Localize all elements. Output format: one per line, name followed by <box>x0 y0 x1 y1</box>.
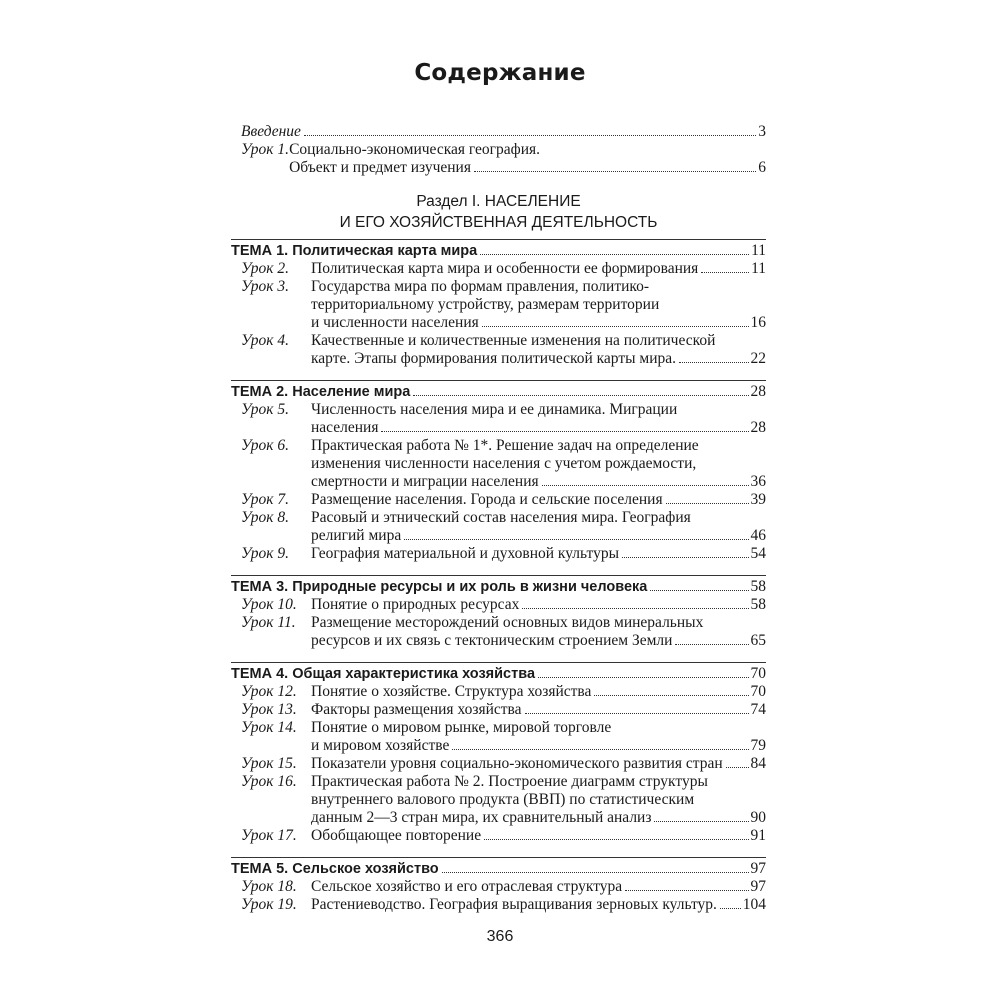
toc-entry <box>231 545 766 563</box>
toc-entry <box>231 701 766 719</box>
toc-entry <box>231 827 766 845</box>
lesson-line: изменения численности населения с учетом рождаемости, <box>311 455 697 472</box>
theme-block <box>231 857 766 914</box>
lesson-page-number: 90 <box>750 809 766 826</box>
lesson-label: Урок 18. <box>241 878 297 895</box>
dot-leader <box>679 362 748 363</box>
lesson-last-line <box>311 260 766 278</box>
lesson-label: Урок 19. <box>241 896 297 913</box>
toc-entry <box>231 509 766 545</box>
lesson-line: Государства мира по формам правления, политико- <box>311 278 650 295</box>
lesson-text <box>289 141 766 177</box>
lesson-text <box>311 278 766 332</box>
lesson-last-line <box>311 683 766 701</box>
lesson-last-line <box>311 701 766 719</box>
lesson-last-line <box>311 314 766 332</box>
theme-page-number: 58 <box>750 578 766 595</box>
lesson-last-line <box>311 809 766 827</box>
lesson-line: Понятие о мировом рынке, мировой торговле <box>311 719 612 736</box>
lesson-text <box>311 878 766 896</box>
dot-leader <box>304 135 756 136</box>
theme-heading <box>231 242 766 260</box>
lesson-label: Урок 4. <box>241 332 290 349</box>
lesson-page-number: 36 <box>750 473 766 490</box>
theme-page-number: 28 <box>750 383 766 400</box>
lesson-label: Урок 16. <box>241 773 297 790</box>
lesson-last-line <box>289 159 766 177</box>
lesson-page-number: 65 <box>750 632 766 649</box>
lesson-title: Показатели уровня социально-экономического развития стран <box>311 755 723 772</box>
lesson-last-line <box>311 545 766 563</box>
lesson-label: Урок 17. <box>241 827 297 844</box>
lesson-text <box>311 719 766 755</box>
theme-spacer <box>231 368 766 374</box>
toc-entry <box>231 332 766 368</box>
lesson-title: Объект и предмет изучения <box>289 159 471 176</box>
lesson-text <box>311 491 766 509</box>
dot-leader <box>522 608 748 609</box>
lesson-line: Практическая работа № 1*. Решение задач на определение <box>311 437 699 454</box>
theme-title: ТЕМА 5. Сельское хозяйство <box>231 861 439 877</box>
lesson-page-number: 58 <box>750 596 766 613</box>
lesson-text <box>311 401 766 437</box>
lesson-label: Урок 10. <box>241 596 297 613</box>
lesson-title: Сельское хозяйство и его отраслевая структура <box>311 878 623 895</box>
lesson-label: Урок 13. <box>241 701 297 718</box>
section-heading <box>231 191 766 233</box>
lesson-line: Численность населения мира и ее динамика. Миграции <box>311 401 678 418</box>
lesson-title: Факторы размещения хозяйства <box>311 701 522 718</box>
dot-leader <box>538 677 748 678</box>
lesson-page-number: 54 <box>750 545 766 562</box>
lesson-text <box>311 773 766 827</box>
theme-title: ТЕМА 2. Население мира <box>231 384 411 400</box>
lesson-text <box>311 755 766 773</box>
lesson-page-number: 28 <box>750 419 766 436</box>
toc-entry <box>231 123 766 141</box>
toc-entry <box>231 755 766 773</box>
lesson-text <box>311 614 766 650</box>
theme-heading <box>231 665 766 683</box>
theme-page-number: 11 <box>751 242 766 259</box>
lesson-page-number: 6 <box>758 159 766 176</box>
lesson-title: и численности населения <box>311 314 479 331</box>
theme-heading <box>231 383 766 401</box>
toc-entry <box>231 596 766 614</box>
lesson-line: Качественные и количественные изменения на политической <box>311 332 716 349</box>
lesson-label: Введение <box>241 123 301 140</box>
dot-leader <box>701 272 749 273</box>
lesson-title: География материальной и духовной культуры <box>311 545 619 562</box>
dot-leader <box>625 890 748 891</box>
lesson-last-line <box>311 596 766 614</box>
lesson-last-line <box>311 896 766 914</box>
lesson-page-number: 84 <box>750 755 766 772</box>
lesson-page-number: 3 <box>758 123 766 140</box>
toc-entry <box>231 141 766 177</box>
theme-title: ТЕМА 4. Общая характеристика хозяйства <box>231 666 536 682</box>
lesson-label: Урок 5. <box>241 401 290 418</box>
theme-spacer <box>231 845 766 851</box>
theme-spacer <box>231 563 766 569</box>
lesson-last-line <box>311 491 766 509</box>
lesson-label: Урок 2. <box>241 260 290 277</box>
lesson-last-line <box>311 878 766 896</box>
lesson-last-line <box>301 123 766 141</box>
lesson-title: Понятие о хозяйстве. Структура хозяйства <box>311 683 592 700</box>
table-of-contents <box>231 123 766 914</box>
lesson-label: Урок 9. <box>241 545 290 562</box>
theme-page-number: 70 <box>750 665 766 682</box>
lesson-title: Политическая карта мира и особенности ее формирования <box>311 260 699 277</box>
lesson-title: Растениеводство. География выращивания зерновых культур. <box>311 896 717 913</box>
lesson-page-number: 70 <box>750 683 766 700</box>
lesson-text <box>311 596 766 614</box>
lesson-title: и мировом хозяйстве <box>311 737 450 754</box>
lesson-label: Урок 14. <box>241 719 297 736</box>
section-heading-line: И ЕГО ХОЗЯЙСТВЕННАЯ ДЕЯТЕЛЬНОСТЬ <box>339 214 658 231</box>
lesson-line: Размещение месторождений основных видов минеральных <box>311 614 704 631</box>
toc-entry <box>231 614 766 650</box>
lesson-last-line <box>311 527 766 545</box>
lesson-last-line <box>311 737 766 755</box>
lesson-text <box>311 701 766 719</box>
lesson-page-number: 22 <box>750 350 766 367</box>
lesson-last-line <box>311 827 766 845</box>
lesson-page-number: 104 <box>742 896 766 913</box>
theme-heading <box>231 578 766 596</box>
dot-leader <box>482 326 749 327</box>
lesson-title: ресурсов и их связь с тектоническим строением Земли <box>311 632 673 649</box>
lesson-page-number: 79 <box>750 737 766 754</box>
lesson-title: религий мира <box>311 527 402 544</box>
theme-block <box>231 662 766 845</box>
lesson-text <box>311 545 766 563</box>
toc-entry <box>231 278 766 332</box>
dot-leader <box>442 872 749 873</box>
toc-entry <box>231 683 766 701</box>
lesson-text <box>311 260 766 278</box>
lesson-page-number: 97 <box>750 878 766 895</box>
lesson-text <box>311 332 766 368</box>
toc-entry <box>231 773 766 827</box>
lesson-page-number: 46 <box>750 527 766 544</box>
lesson-label: Урок 8. <box>241 509 290 526</box>
lesson-title: карте. Этапы формирования политической карты мира. <box>311 350 677 367</box>
dot-leader <box>622 557 749 558</box>
section-heading-line: Раздел I. НАСЕЛЕНИЕ <box>416 193 581 210</box>
dot-leader <box>480 254 749 255</box>
theme-block <box>231 239 766 368</box>
theme-block <box>231 575 766 650</box>
lesson-text <box>311 896 766 914</box>
lesson-label: Урок 12. <box>241 683 297 700</box>
toc-entry <box>231 896 766 914</box>
dot-leader <box>720 908 741 909</box>
lesson-title: Понятие о природных ресурсах <box>311 596 520 613</box>
lesson-title: Размещение населения. Города и сельские поселения <box>311 491 663 508</box>
lesson-label: Урок 7. <box>241 491 290 508</box>
lesson-label: Урок 11. <box>241 614 296 631</box>
lesson-last-line <box>311 755 766 773</box>
lesson-page-number: 39 <box>750 491 766 508</box>
dot-leader <box>654 821 748 822</box>
lesson-last-line <box>311 632 766 650</box>
lesson-text <box>301 123 766 141</box>
lesson-last-line <box>311 473 766 491</box>
dot-leader <box>650 590 748 591</box>
lesson-text <box>311 437 766 491</box>
lesson-text <box>311 827 766 845</box>
lesson-title: данным 2—3 стран мира, их сравнительный анализ <box>311 809 652 826</box>
dot-leader <box>413 395 748 396</box>
lesson-label: Урок 6. <box>241 437 290 454</box>
lesson-label: Урок 3. <box>241 278 290 295</box>
lesson-label: Урок 1. <box>241 141 290 158</box>
dot-leader <box>525 713 749 714</box>
lesson-title: населения <box>311 419 379 436</box>
theme-heading <box>231 860 766 878</box>
lesson-title: смертности и миграции населения <box>311 473 539 490</box>
dot-leader <box>675 644 748 645</box>
theme-title: ТЕМА 1. Политическая карта мира <box>231 243 478 259</box>
theme-spacer <box>231 650 766 656</box>
lesson-line: территориальному устройству, размерам территории <box>311 296 660 313</box>
dot-leader <box>666 503 749 504</box>
toc-entry <box>231 878 766 896</box>
lesson-text <box>311 509 766 545</box>
lesson-page-number: 16 <box>750 314 766 331</box>
lesson-title: Обобщающее повторение <box>311 827 482 844</box>
toc-entry <box>231 719 766 755</box>
dot-leader <box>452 749 748 750</box>
toc-entry <box>231 401 766 437</box>
lesson-page-number: 74 <box>750 701 766 718</box>
lesson-last-line <box>311 350 766 368</box>
dot-leader <box>484 839 748 840</box>
theme-title: ТЕМА 3. Природные ресурсы и их роль в жизни человека <box>231 579 648 595</box>
lesson-text <box>311 683 766 701</box>
page-title: Содержание <box>414 60 586 86</box>
dot-leader <box>404 539 748 540</box>
lesson-line: Расовый и этнический состав населения мира. География <box>311 509 691 526</box>
dot-leader <box>726 767 749 768</box>
theme-page-number: 97 <box>750 860 766 877</box>
toc-entry <box>231 437 766 491</box>
lesson-line: Социально-экономическая география. <box>289 141 540 158</box>
page-number: 366 <box>486 928 514 945</box>
toc-entry <box>231 491 766 509</box>
dot-leader <box>381 431 748 432</box>
lesson-last-line <box>311 419 766 437</box>
dot-leader <box>474 171 756 172</box>
toc-entry <box>231 260 766 278</box>
lesson-page-number: 91 <box>750 827 766 844</box>
dot-leader <box>542 485 749 486</box>
dot-leader <box>594 695 748 696</box>
lesson-line: Практическая работа № 2. Построение диаграмм структуры <box>311 773 708 790</box>
lesson-page-number: 11 <box>751 260 766 277</box>
lesson-line: внутреннего валового продукта (ВВП) по статистическим <box>311 791 695 808</box>
theme-block <box>231 380 766 563</box>
lesson-label: Урок 15. <box>241 755 297 772</box>
